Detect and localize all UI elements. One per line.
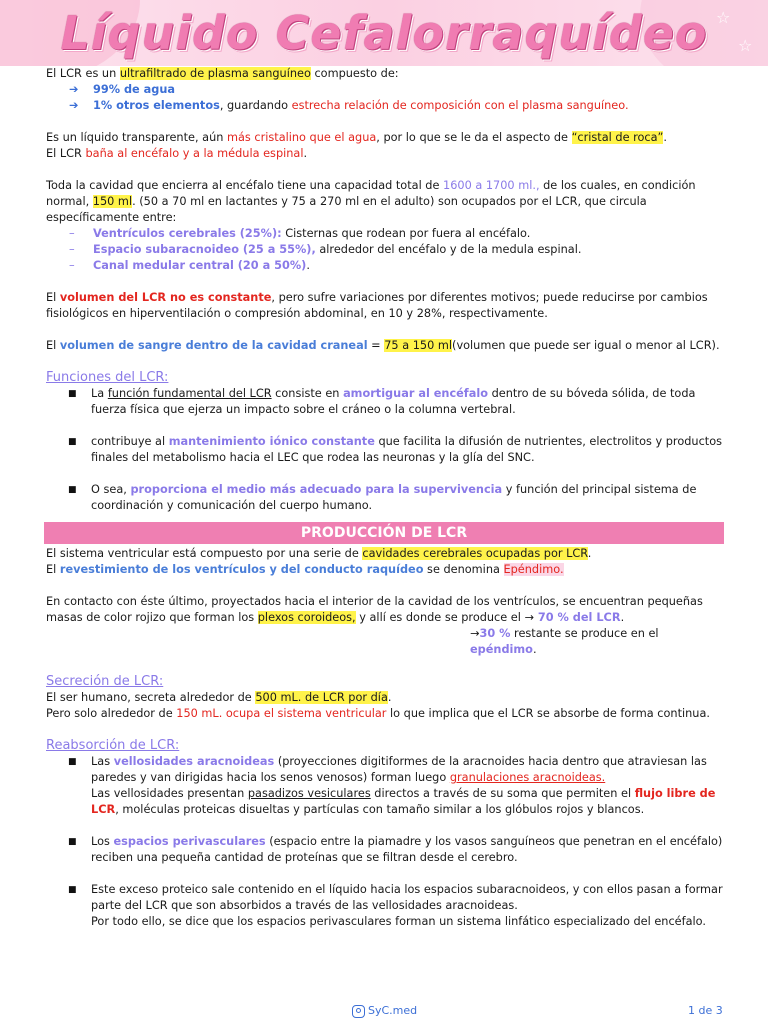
arrow-right-icon: ➔ (69, 99, 79, 112)
intro-item-water: ➔ 99% de agua (69, 83, 176, 96)
circulation-item: – Canal medular central (20 a 50%). (69, 259, 310, 272)
section-heading-secrecion: Secreción de LCR: (46, 674, 164, 689)
list-item: ■ contribuye al mantenimiento iónico constante que facilita la difusión de nutrientes, electrolitos y productos finales del metabolismo hacia el LEC que rodea las neuronas y la glía del SNC. (68, 435, 723, 464)
section-heading-reabsorcion: Reabsorción de LCR: (46, 738, 180, 753)
circulation-item: – Espacio subaracnoideo (25 a 55%), alrededor del encéfalo y de la medula espinal. (69, 243, 582, 256)
volume-paragraph: El volumen del LCR no es constante, pero sufre variaciones por diferentes motivos; puede reducirse por cambios fisiológicos en hiperventilación o compresión abdominal, en 10 y 28%, respectivamente. (46, 291, 708, 320)
footer-brand[interactable] (352, 1003, 417, 1019)
instagram-icon (352, 1005, 365, 1018)
list-item: ■ Las vellosidades aracnoideas (proyecciones digitiformes de la aracnoides hacia dentro que atraviesan las paredes y van dirigidas hacia los senos venosos) forman luego granulaciones aracnoideas. Las vellosidades presentan pasadizos vesiculares directos a través de su soma que permiten el flujo libre de LCR, moléculas proteicas disueltas y partículas con tamaño similar a los glóbulos rojos y blancos. (68, 755, 716, 816)
document-body (46, 66, 726, 930)
intro-line: El LCR es un ultrafiltrado de plasma sanguíneo compuesto de: (46, 67, 399, 80)
clarity-paragraph: Es un líquido transparente, aún más cristalino que el agua, por lo que se le da el aspecto de “cristal de roca”. El LCR baña al encéfalo y a la médula espinal. (46, 131, 667, 160)
circulation-item: – Ventrículos cerebrales (25%): Cisternas que rodean por fuera al encéfalo. (69, 227, 531, 240)
page-number: 1 de 3 (688, 1004, 723, 1017)
page-title: Líquido Cefalorraquídeo (60, 6, 708, 60)
intro-item-others: ➔ 1% otros elementos, guardando estrecha relación de composición con el plasma sanguíneo. (69, 99, 629, 112)
ependymo-line: →30 % restante se produce en el epéndimo. (470, 627, 659, 656)
list-item: ■ Este exceso proteico sale contenido en el líquido hacia los espacios subaracnoideos, y con ellos pasan a formar parte del LCR que son absorbidos a través de las vellosidades aracnoideas. Por todo ello, se dice que los espacios perivasculares forman un sistema linfático especializado del encéfalo. (68, 883, 723, 928)
secretion-paragraph: El ser humano, secreta alrededor de 500 mL. de LCR por día. Pero solo alrededor de 150 mL. ocupa el sistema ventricular lo que implica que el LCR se absorbe de forma continua. (46, 691, 710, 720)
star-icon: ☆ (716, 8, 731, 27)
capacity-paragraph: Toda la cavidad que encierra al encéfalo tiene una capacidad total de 1600 a 1700 ml., de los cuales, en condición normal, 150 ml. (50 a 70 ml en lactantes y 75 a 270 ml en el adulto) son ocupados por el LCR, que circula específicamente entre: (46, 179, 696, 224)
list-item: ■ La función fundamental del LCR consiste en amortiguar al encéfalo dentro de su bóveda sólida, de toda fuerza física que ejerza un impacto sobre el cráneo o la columna vertebral. (68, 387, 696, 416)
list-item: ■ O sea, proporciona el medio más adecuado para la supervivencia y función del principal sistema de coordinación y comunicación del cuerpo humano. (68, 483, 697, 512)
section-bar-produccion: PRODUCCIÓN DE LCR (44, 522, 724, 544)
blood-volume-paragraph: El volumen de sangre dentro de la cavidad craneal = 75 a 150 ml(volumen que puede ser igual o menor al LCR). (46, 339, 720, 352)
footer-brand-label: SyC.med (368, 1004, 418, 1017)
plexus-paragraph: En contacto con éste último, proyectados hacia el interior de la cavidad de los ventrículos, se encuentran pequeñas masas de color rojizo que forman los plexos coroideos, y allí es donde se produce el → 70 % del LCR. (46, 595, 703, 624)
arrow-right-icon: ➔ (69, 83, 79, 96)
list-item: ■ Los espacios perivasculares (espacio entre la piamadre y los vasos sanguíneos que penetran en el encéfalo) reciben una pequeña cantidad de proteínas que se filtran desde el cerebro. (68, 835, 723, 864)
title-banner (0, 0, 768, 66)
section-heading-funciones: Funciones del LCR: (46, 370, 169, 385)
production-paragraph: El sistema ventricular está compuesto por una serie de cavidades cerebrales ocupadas por LCR. El revestimiento de los ventrículos y del conducto raquídeo se denomina Epéndimo. (46, 547, 592, 576)
star-icon: ☆ (738, 36, 753, 55)
